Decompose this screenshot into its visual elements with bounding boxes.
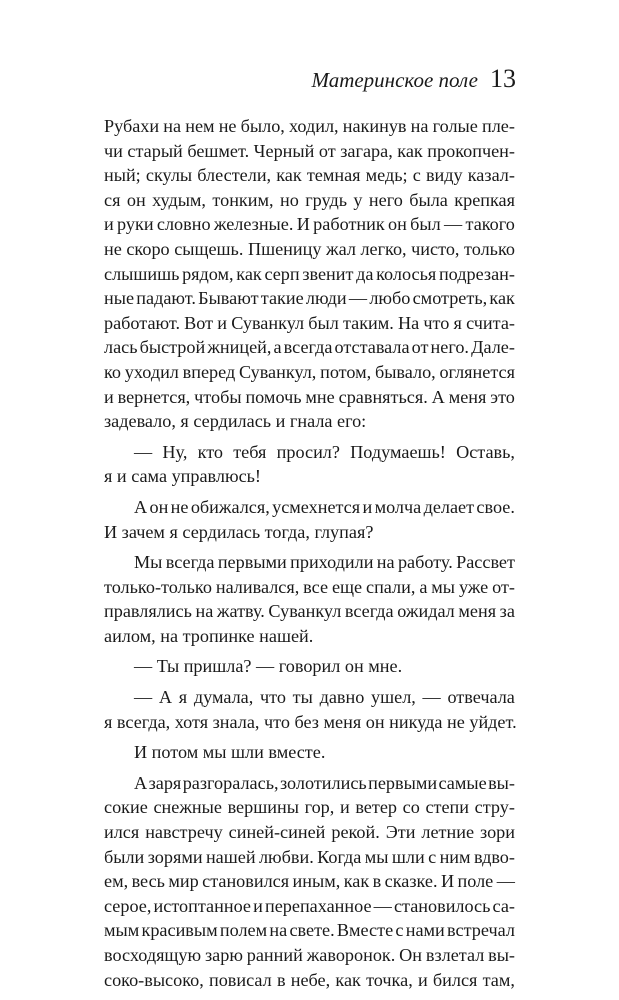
text-line: И зачем я сердилась тогда, глупая? [104, 521, 374, 542]
text-line: правлялись на жатву. Суванкул всегда ожидал меня за [104, 601, 515, 622]
paragraph [104, 440, 515, 489]
text-line: И потом мы шли вместе. [134, 742, 326, 763]
text-line: только-только наливался, все еще спали, а мы уже от- [104, 576, 515, 597]
text-line: — Ты пришла? — говорил он мне. [134, 656, 403, 677]
text-line: слышишь рядом, как серп звенит да колосья подрезан- [104, 263, 515, 284]
body-text [104, 114, 515, 992]
paragraph [104, 771, 515, 992]
text-line: аилом, на тропинке нашей. [104, 625, 314, 646]
text-line: А заря разгоралась, золотились первыми самые вы- [134, 772, 515, 793]
text-line: я и сама управлюсь! [104, 466, 261, 487]
page-header [312, 64, 517, 94]
text-line: ные падают. Бывают такие люди — любо смотреть, как [104, 288, 515, 309]
paragraph [104, 685, 515, 734]
page-number: 13 [490, 64, 516, 93]
paragraph [104, 654, 515, 679]
text-line: сокие снежные вершины гор, и ветер со степи стру- [104, 797, 515, 818]
paragraph [104, 114, 515, 434]
running-title: Материнское поле [311, 68, 478, 92]
text-line: я всегда, хотя знала, что без меня он никуда не уйдет. [104, 711, 517, 732]
text-line: А он не обижался, усмехнется и молча делает свое. [134, 496, 515, 517]
text-line: ем, весь мир становился иным, как в сказке. И поле — [104, 871, 515, 892]
text-line: ко уходил вперед Суванкул, потом, бывало, оглянется [104, 361, 515, 382]
text-line: — А я думала, что ты давно ушел, — отвечала [134, 687, 515, 708]
text-line: чи старый бешмет. Черный от загара, как прокопчен- [104, 140, 515, 161]
text-line: ный; скулы блестели, как темная медь; с виду казал- [104, 165, 515, 186]
paragraph [104, 495, 515, 544]
text-line: задевало, я сердилась и гнала его: [104, 411, 367, 432]
text-line: восходящую зарю ранний жаворонок. Он взлетал вы- [104, 945, 515, 965]
text-line: ился навстречу синей-синей рекой. Эти летние зори [104, 822, 515, 843]
text-line: работают. Вот и Суванкул был таким. На что я счита- [104, 312, 515, 333]
text-line: не скоро сыщешь. Пшеницу жал легко, чисто, только [104, 238, 515, 259]
text-line: Рубахи на нем не было, ходил, накинув на голые пле- [104, 116, 515, 136]
text-line: соко-высоко, повисал в небе, как точка, и бился там, [104, 969, 515, 990]
text-line: и руки словно железные. И работник он был — такого [104, 214, 515, 235]
paragraph [104, 550, 515, 648]
text-line: мым красивым полем на свете. Вместе с нами встречал [104, 920, 515, 941]
text-line: лась быстрой жницей, а всегда отставала от него. Дале- [104, 337, 515, 358]
text-line: и вернется, чтобы помочь мне сравняться. А меня это [104, 386, 515, 407]
text-line: ся он худым, тонким, но грудь у него была крепкая [104, 189, 515, 210]
text-line: серое, истоптанное и перепаханное — становилось са- [104, 895, 515, 916]
text-line: были зорями нашей любви. Когда мы шли с ним вдво- [104, 846, 515, 867]
paragraph [104, 740, 515, 765]
text-line: — Ну, кто тебя просил? Подумаешь! Оставь, [134, 441, 515, 462]
text-line: Мы всегда первыми приходили на работу. Рассвет [134, 552, 515, 573]
